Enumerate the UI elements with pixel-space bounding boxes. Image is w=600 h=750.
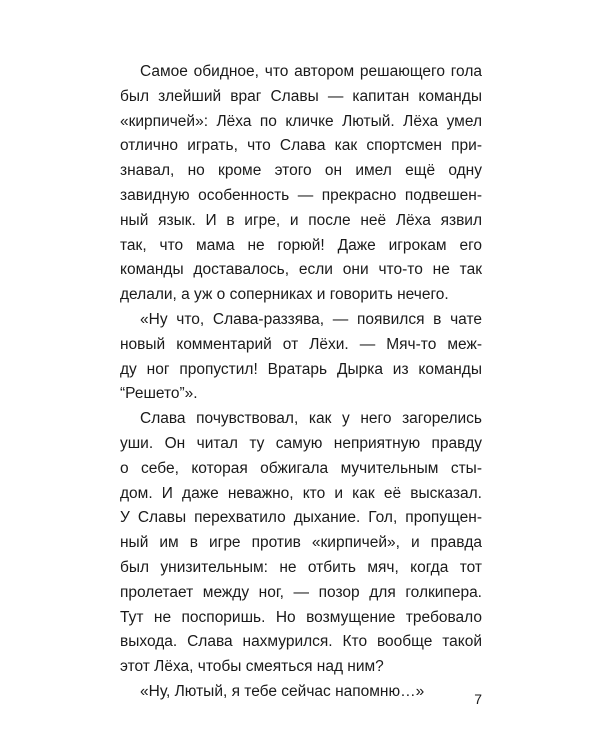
text-line: выхода. Слава нахмурился. Кто вообще такой xyxy=(120,633,482,651)
text-line: команды доставалось, если они что-то не так xyxy=(120,261,482,279)
text-line: завидную особенность — прекрасно подвешен- xyxy=(120,186,482,204)
text-line: ный им в игре против «кирпичей», и правда xyxy=(120,534,482,552)
page-number: 7 xyxy=(474,691,482,707)
page-text xyxy=(120,60,482,705)
text-line: “Решето”». xyxy=(120,385,198,403)
text-line: этот Лёха, чтобы смеяться над ним? xyxy=(120,658,384,676)
text-line: о себе, которая обжигала мучительным сты- xyxy=(120,459,482,477)
text-line: «кирпичей»: Лёха по кличке Лютый. Лёха умел xyxy=(120,112,482,130)
text-line: уши. Он читал ту самую неприятную правду xyxy=(120,434,482,452)
text-line: пролетает между ног, — позор для голкипера. xyxy=(120,583,482,601)
text-line: У Славы перехватило дыхание. Гол, пропущен- xyxy=(120,509,482,527)
text-line: Тут не поспоришь. Но возмущение требовало xyxy=(120,608,482,626)
text-line: «Ну что, Слава-раззява, — появился в чате xyxy=(140,310,482,328)
text-line: Слава почувствовал, как у него загорелись xyxy=(140,410,482,428)
text-line: так, что мама не горюй! Даже игрокам его xyxy=(120,236,482,254)
text-line: ный язык. И в игре, и после неё Лёха язвил xyxy=(120,211,482,229)
text-line: был злейший враг Славы — капитан команды xyxy=(120,87,482,105)
text-line: отлично играть, что Слава как спортсмен при- xyxy=(120,137,482,155)
text-line: был унизительным: не отбить мяч, когда тот xyxy=(120,558,482,576)
text-line: знавал, но кроме этого он имел ещё одну xyxy=(120,162,482,180)
text-line: новый комментарий от Лёхи. — Мяч-то меж- xyxy=(120,335,482,353)
text-line: делали, а уж о соперниках и говорить нечего. xyxy=(120,286,449,304)
text-line: ду ног пропустил! Вратарь Дырка из команды xyxy=(120,360,482,378)
text-line: дом. И даже неважно, кто и как её высказал. xyxy=(120,484,482,502)
text-line: Самое обидное, что автором решающего гола xyxy=(140,63,482,80)
text-line: «Ну, Лютый, я тебе сейчас напомню…» xyxy=(140,682,425,700)
